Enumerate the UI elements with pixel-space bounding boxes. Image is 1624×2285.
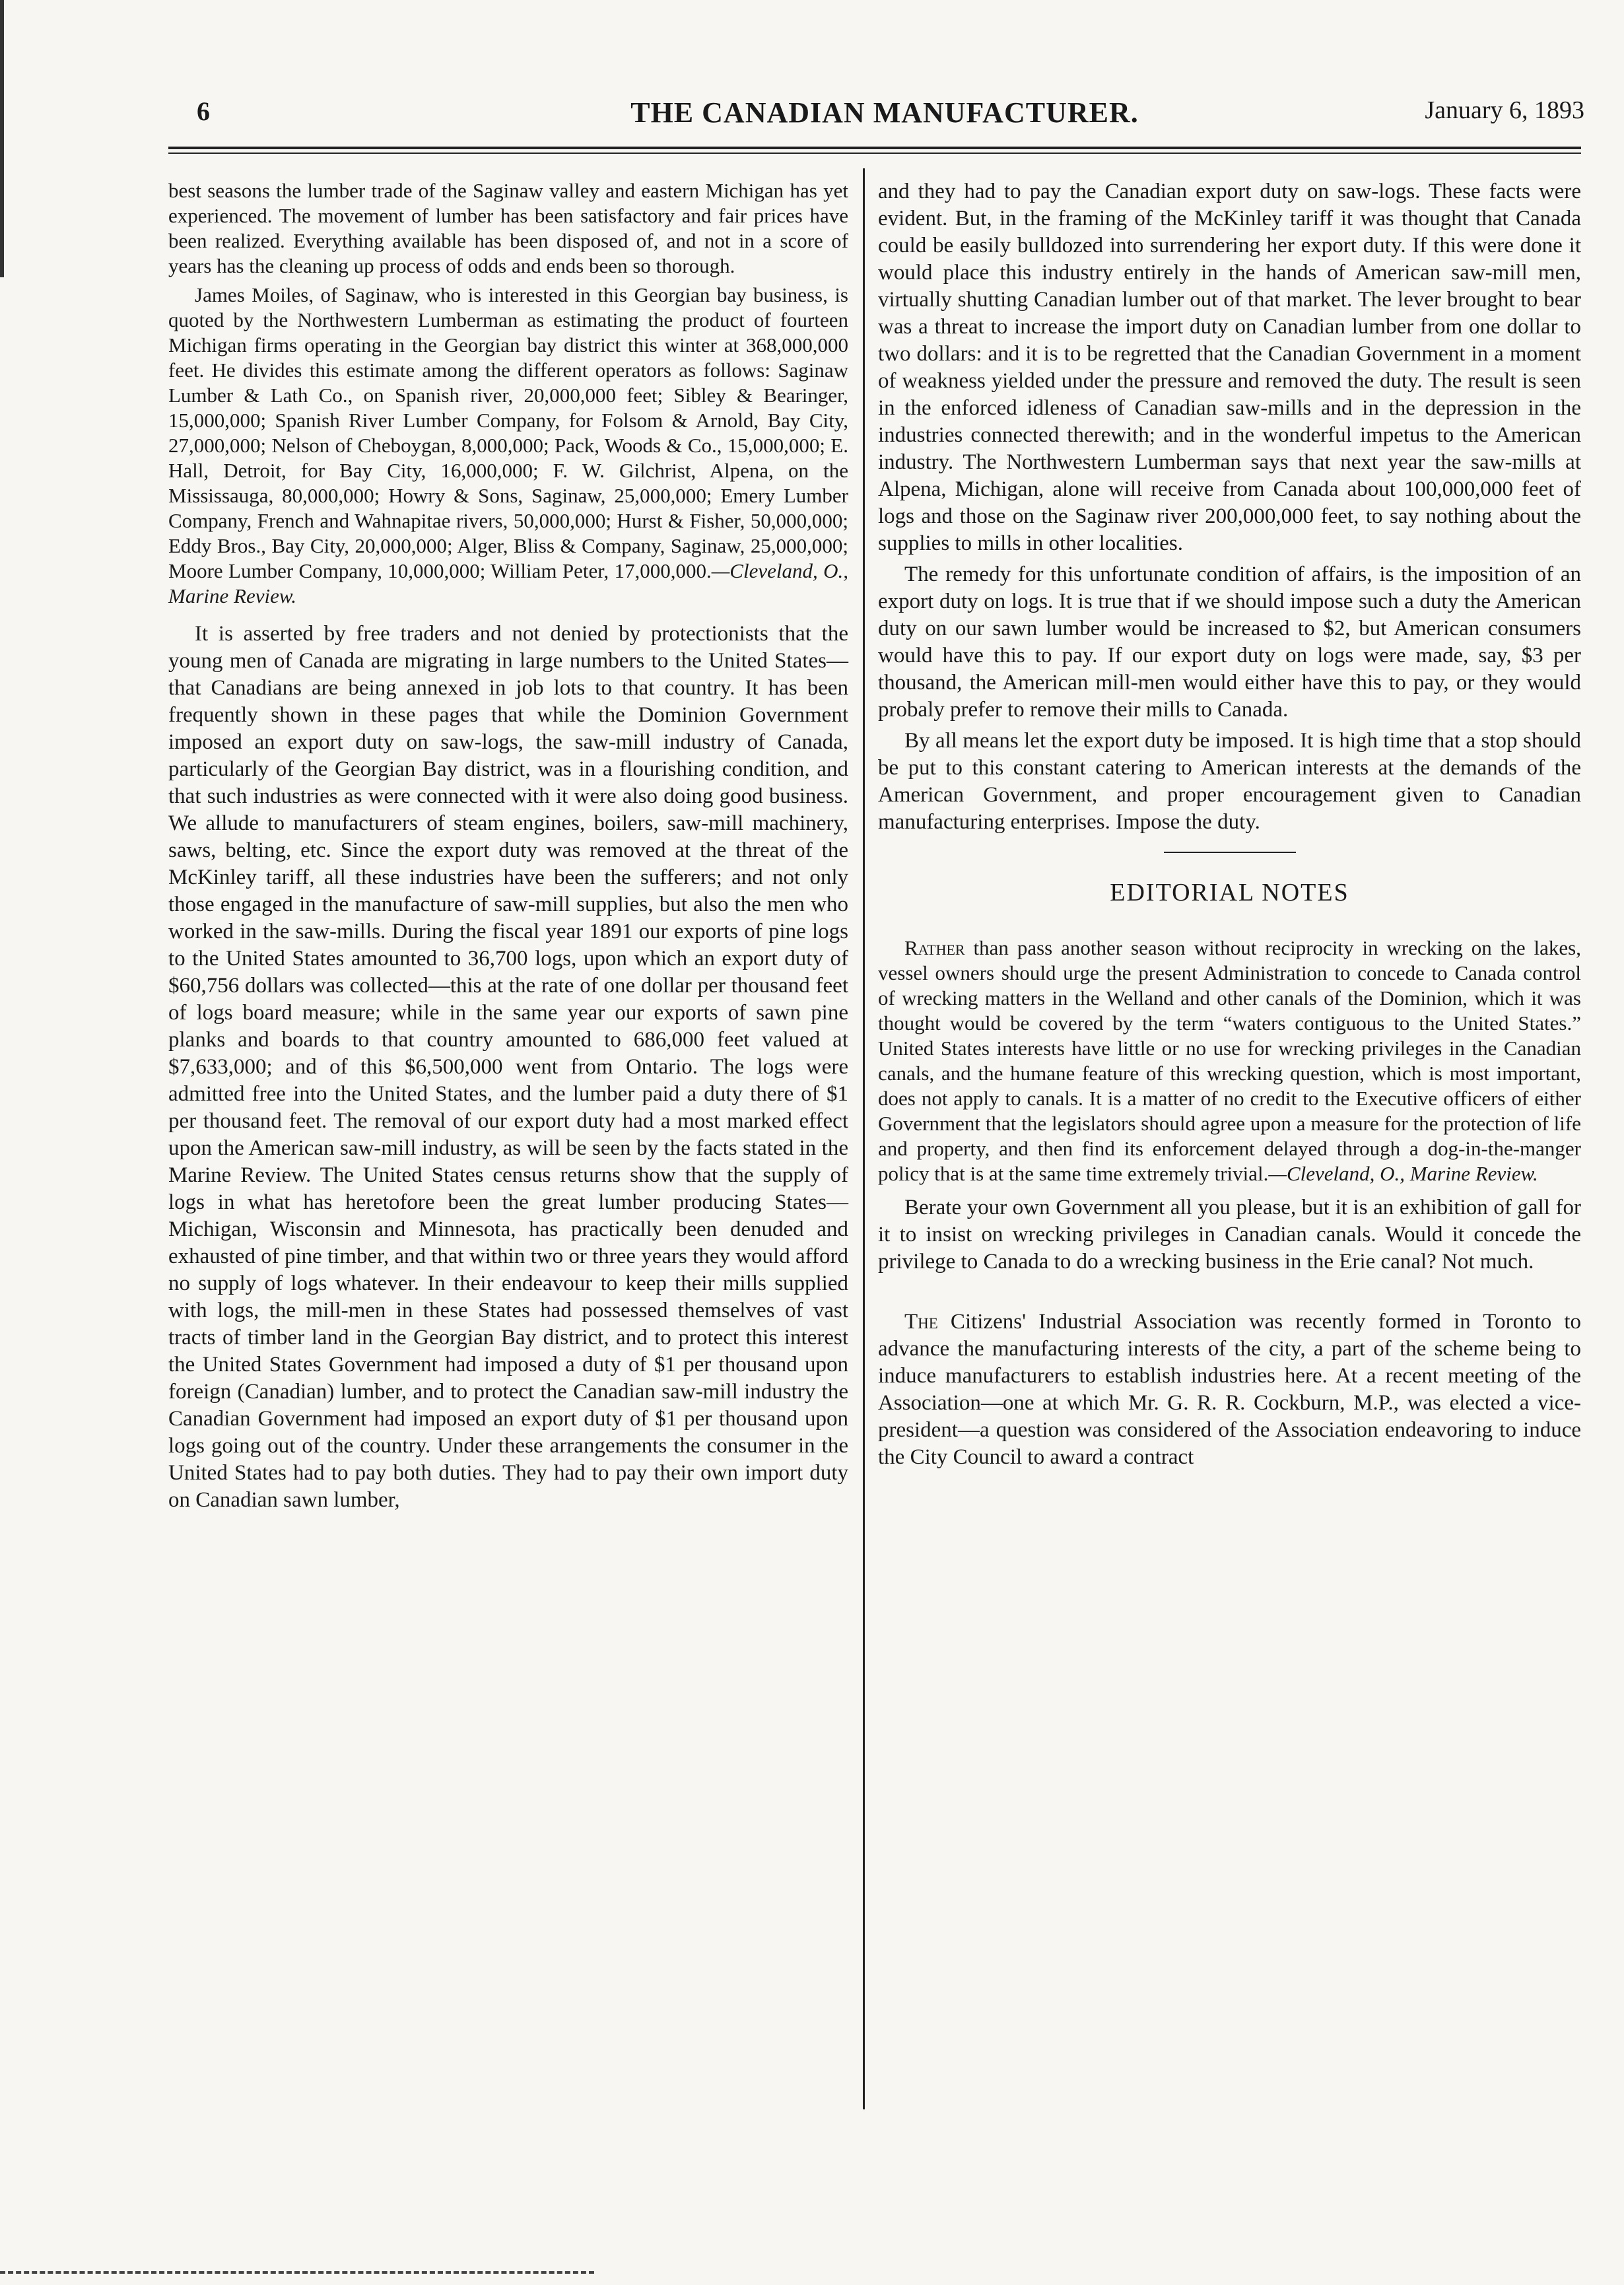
citizens-note-text: Citizens' Industrial Association was recently formed in Toronto to advance the manufacturing interests of the city, a part of the scheme being to induce manufacturers to establish industries here. At a recent meeting of the Association—one at which Mr. G. R. R. Cockburn, M.P., was elected a vice-president—a question was considered of the Association endeavoring to induce the City Council to award a contract [878,1310,1581,1469]
wrecking-note [878,936,1581,1186]
impose-duty-paragraph: By all means let the export duty be imposed. It is high time that a stop should be put to this constant catering to American interests at the demands of the American Government, and proper encouragement given to Canadian manufacturing enterprises. Impose the duty. [878,729,1581,834]
lumber-trade-paragraph: best seasons the lumber trade of the Saginaw valley and eastern Michigan has yet experienced. The movement of lumber has been satisfactory and fair prices have been realized. Everything available has been disposed of, and not in a score of years has the cleaning up process of odds and ends been so thorough. [168,179,848,277]
erie-canal-note: Berate your own Government all you please, but it is an exhibition of gall for it to insist on wrecking privileges in Canadian canals. Would it concede the privilege to Canada to do a wrecking business in the Erie canal? Not much. [878,1196,1581,1274]
wrecking-note-attribution: —Cleveland, O., Marine Review. [1268,1162,1538,1185]
citizens-association-note [878,1309,1581,1471]
citizens-note-lead: The [904,1310,938,1334]
mckinley-tariff-paragraph: and they had to pay the Canadian export duty on saw-logs. These facts were evident. But, in the framing of the McKinley tariff it was thought that Canada could be easily bulldozed into surrendering her export duty. If this were done it would place this industry entirely in the hands of American saw-mill men, virtually shutting Canadian lumber out of that market. The lever brought to bear was a threat to increase the import duty on Canadian lumber from one dollar to two dollars: and it is to be regretted that the Canadian Government in a moment of weakness yielded under the pressure and removed the duty. The result is seen in the enforced idleness of Canadian saw-mills and in the depression in the industries connected therewith; and in the wonderful impetus to the American industry. The Northwestern Lumberman says that next year the saw-mills at Alpena, Michigan, alone will receive from Canada about 100,000,000 feet of logs and those on the Saginaw river 200,000,000 feet, to say nothing about the supplies to mills in other localities. [878,180,1581,555]
wrecking-note-text: than pass another season without reciprocity in wrecking on the lakes, vessel owners should urge the present Administration to concede to Canada control of wrecking matters in the Welland and other canals of the Dominion, which it was thought would be covered by the term “waters contiguous to the United States.” United States interests have little or no use for wrecking privileges in the Canadian canals, and the humane feature of this wrecking question, which is most important, does not apply to canals. It is a matter of no credit to the Executive officers of either Government that the legislators should agree upon a measure for the protection of life and property, and then find its enforcement delayed through a dog-in-the-manger policy that is at the same time extremely trivial. [878,936,1581,1185]
right-column [878,178,1581,1475]
moiles-estimate-text: James Moiles, of Saginaw, who is interested in this Georgian bay business, is quoted by the Northwestern Lumberman as estimating the product of fourteen Michigan firms operating in the Georgian bay district this winter at 368,000,000 feet. He divides this estimate among the different operators as follows: Saginaw Lumber & Lath Co., on Spanish river, 20,000,000 feet; Sibley & Bearinger, 15,000,000; Spanish River Lumber Company, for Folsom & Arnold, Bay City, 27,000,000; Nelson of Cheboygan, 8,000,000; Pack, Woods & Co., 15,000,000; E. Hall, Detroit, for Bay City, 16,000,000; F. W. Gilchrist, Alpena, on the Mississauga, 80,000,000; Howry & Sons, Saginaw, 25,000,000; Emery Lumber Company, French and Wahnapitae rivers, 50,000,000; Hurst & Fisher, 50,000,000; Eddy Bros., Bay City, 20,000,000; Alger, Bliss & Company, Saginaw, 25,000,000; Moore Lumber Company, 10,000,000; William Peter, 17,000,000. [168,283,848,582]
section-divider [1164,852,1296,853]
moiles-estimate-paragraph [168,283,848,609]
footer-rule [0,2271,594,2274]
page-number: 6 [197,96,210,126]
left-column [168,178,848,1518]
header-rule [168,147,1581,154]
wrecking-note-lead: Rather [904,936,965,959]
remedy-paragraph: The remedy for this unfortunate condition of affairs, is the imposition of an export duty on logs. It is true that if we should impose such a duty the American duty on our sawn lumber would be increased to $2, but American consumers would have this to pay. If our export duty on logs were made, say, $3 per thousand, the American mill-men would either have this to pay, or they would probaly prefer to remove their mills to Canada. [878,563,1581,722]
issue-date: January 6, 1893 [1425,96,1584,124]
editorial-notes-heading: EDITORIAL NOTES [1110,879,1349,906]
export-duty-article: It is asserted by free traders and not denied by protectionists that the young men of Canada are migrating in large numbers to the United States—that Canadians are being annexed in job lots to that country. It has been frequently shown in these pages that while the Dominion Government imposed an export duty on saw-logs, the saw-mill industry of Canada, particularly of the Georgian Bay district, was in a flourishing condition, and that such industries as were connected with it were also doing good business. We allude to manufacturers of steam engines, boilers, saw-mill machinery, saws, belting, etc. Since the export duty was removed at the threat of the McKinley tariff, all these industries have been the sufferers; and not only those engaged in the manufacture of saw-mill supplies, but also the men who worked in the saw-mills. During the fiscal year 1891 our exports of pine logs to the United States amounted to 36,700 logs, upon which an export duty of $60,756 dollars was collected—this at the rate of one dollar per thousand feet of logs board measure; while in the same year our exports of sawn pine planks and boards to that country amounted to 686,000 feet valued at $7,633,000; and of this $6,500,000 went from Ontario. The logs were admitted free into the United States, and the lumber paid a duty there of $1 per thousand feet. The removal of our export duty had a most marked effect upon the American saw-mill industry, as will be seen by the facts stated in the Marine Review. The United States census returns show that the supply of logs in what has heretofore been the great lumber producing States—Michigan, Wisconsin and Minnesota, has practically been denuded and exhausted of pine timber, and that within two or three years they would afford no supply of logs whatever. In their endeavour to keep their mills supplied with logs, the mill-men in these States had possessed themselves of vast tracts of timber land in the Georgian Bay district, and to protect this interest the United States Government had imposed a duty of $1 per thousand upon foreign (Canadian) lumber, and to protect the Canadian saw-mill industry the Canadian Government had imposed an export duty of $1 per thousand upon logs going out of the country. Under these arrangements the consumer in the United States had to pay both duties. They had to pay their own import duty on Canadian sawn lumber, [168,622,848,1512]
page-header [185,96,1584,135]
publication-title: THE CANADIAN MANUFACTURER. [630,96,1139,129]
margin-scan-mark [0,0,18,277]
column-divider [863,168,865,2109]
marine-review-attribution: —Cleveland, O., Marine Review. [168,559,848,607]
